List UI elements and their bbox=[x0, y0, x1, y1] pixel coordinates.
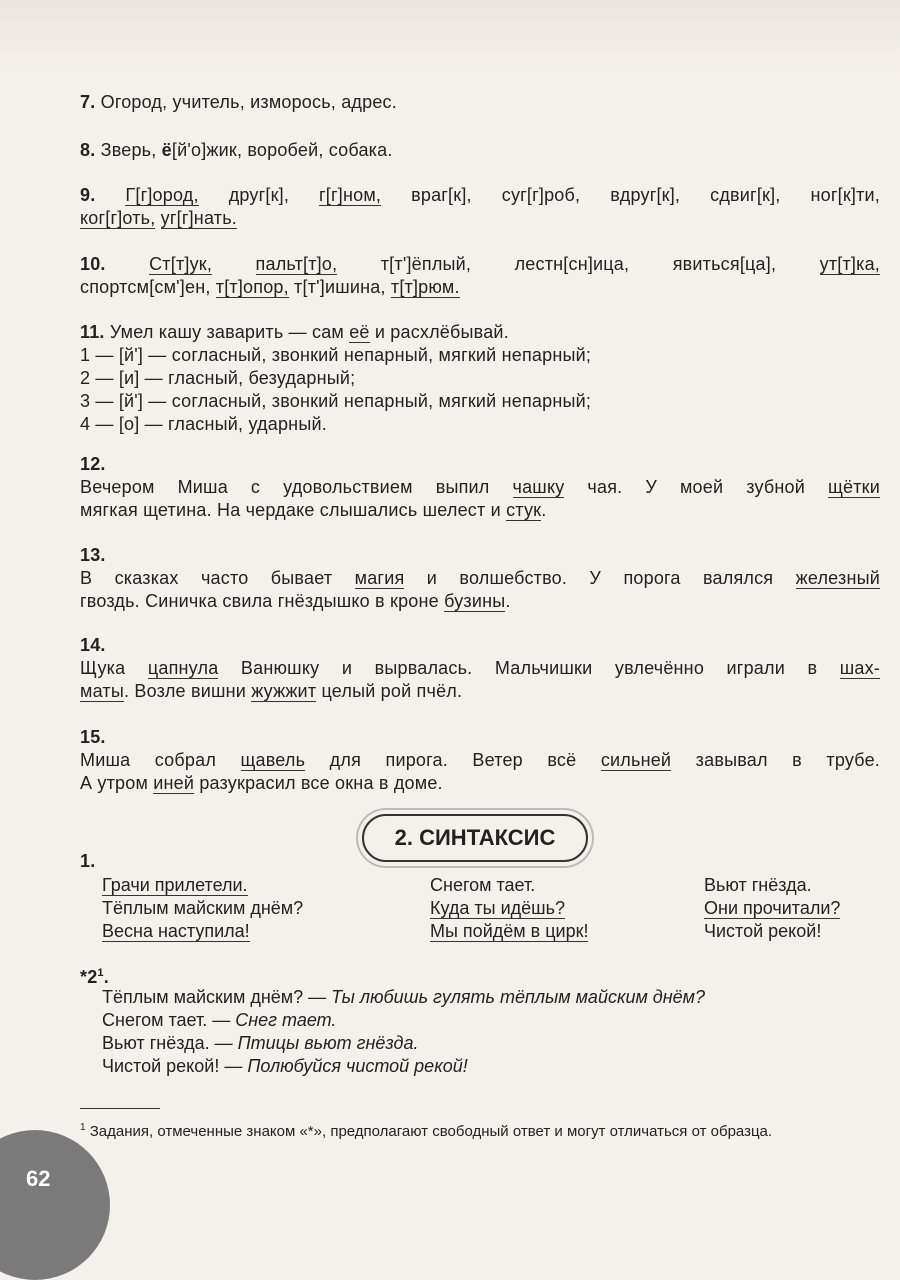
text: мягкая щетина. На чердаке слышались шелест и bbox=[80, 500, 507, 520]
text: . Возле вишни bbox=[123, 681, 252, 701]
text: чая. У моей зубной bbox=[564, 477, 828, 497]
word: ног[к]ти, bbox=[810, 185, 881, 205]
text: Щука bbox=[80, 658, 148, 678]
underlined-word: щавель bbox=[240, 750, 306, 770]
word: сдвиг[к], bbox=[710, 185, 781, 205]
exercise-number: 9. bbox=[80, 185, 96, 205]
exercise-11 bbox=[80, 321, 880, 436]
syntax-column-2 bbox=[430, 874, 588, 943]
sound-row: 1 — [й'] — согласный, звонкий непарный, мягкий непарный; bbox=[80, 345, 592, 365]
sentence: Куда ты идёшь? bbox=[430, 898, 565, 918]
footnote bbox=[80, 1118, 875, 1142]
exercise-line bbox=[80, 749, 880, 772]
word: ког[г]оть, bbox=[80, 208, 156, 228]
exercise-10-line2 bbox=[80, 276, 880, 299]
exercise-9-line1 bbox=[80, 184, 880, 207]
exercise-12 bbox=[80, 453, 880, 522]
exercise-line bbox=[80, 680, 880, 703]
phrase: Чистой рекой! bbox=[704, 921, 822, 941]
answer-row bbox=[102, 1032, 705, 1055]
text: Вечером Миша с удовольствием выпил bbox=[80, 477, 513, 497]
underlined-word: щётки bbox=[828, 477, 880, 497]
text: для пирога. Ветер всё bbox=[305, 750, 601, 770]
highlighted-letter: ё bbox=[161, 140, 172, 160]
page-number-badge bbox=[0, 1130, 110, 1280]
underlined-word: шах- bbox=[839, 658, 880, 678]
exercise-14 bbox=[80, 634, 880, 703]
word: Ст[т]ук, bbox=[149, 254, 213, 274]
word: т[т']ишина, bbox=[294, 277, 386, 297]
sound-row: 3 — [й'] — согласный, звонкий непарный, мягкий непарный; bbox=[80, 391, 592, 411]
exercise-number: 1. bbox=[80, 851, 96, 871]
sound-row: 4 — [о] — гласный, ударный. bbox=[80, 414, 327, 434]
exercise-number: 12. bbox=[80, 454, 106, 474]
underlined-word: чашку bbox=[512, 477, 565, 497]
word: друг[к], bbox=[228, 185, 290, 205]
word: уг[г]нать. bbox=[160, 208, 237, 228]
footnote-ref: 1 bbox=[97, 967, 104, 979]
analyzed-word: её bbox=[349, 322, 370, 342]
footnote-text: Задания, отмеченные знаком «*», предполагают свободный ответ и могут отличаться от образца. bbox=[85, 1123, 773, 1140]
text: А утром bbox=[80, 773, 154, 793]
text: В сказках часто бывает bbox=[80, 568, 355, 588]
syntax-column-3 bbox=[704, 874, 840, 943]
text: Ванюшку и вырвалась. Мальчишки увлечённо играли в bbox=[218, 658, 840, 678]
word: ут[т]ка, bbox=[819, 254, 880, 274]
text: Миша собрал bbox=[80, 750, 241, 770]
exercise-number-dot: . bbox=[103, 967, 109, 987]
exercise-8 bbox=[80, 139, 880, 162]
footnote-divider bbox=[80, 1108, 160, 1109]
exercise-line bbox=[80, 772, 880, 795]
syntax-exercise-2 bbox=[102, 986, 705, 1078]
text: разукрасил все окна в доме. bbox=[194, 773, 443, 793]
footnote-mark: 1 bbox=[80, 1122, 86, 1133]
underlined-word: сильней bbox=[600, 750, 672, 770]
sound-row: 2 — [и] — гласный, безударный; bbox=[80, 368, 356, 388]
page-number: 62 bbox=[26, 1166, 51, 1191]
exercise-15 bbox=[80, 726, 880, 795]
sentence: Весна наступила! bbox=[102, 921, 250, 941]
syntax-exercise-2-number bbox=[80, 962, 880, 989]
exercise-number: 11. bbox=[80, 322, 105, 342]
exercise-number: 10. bbox=[80, 254, 106, 274]
word: т[т]рюм. bbox=[390, 277, 460, 297]
underlined-word: жужжит bbox=[251, 681, 317, 701]
syntax-column-1 bbox=[102, 874, 303, 943]
exercise-line bbox=[80, 657, 880, 680]
exercise-line bbox=[80, 590, 880, 613]
word: т[т]опор, bbox=[215, 277, 289, 297]
word: суг[г]роб, bbox=[501, 185, 581, 205]
exercise-number: 14. bbox=[80, 635, 106, 655]
word: Г[г]ород, bbox=[125, 185, 199, 205]
phrase: Снегом тает. bbox=[430, 875, 536, 895]
word: г[г]ном, bbox=[319, 185, 382, 205]
exercise-13 bbox=[80, 544, 880, 613]
answer: Птицы вьют гнёзда. bbox=[237, 1033, 419, 1053]
answer-row bbox=[102, 1009, 705, 1032]
phrase: Вьют гнёзда. bbox=[704, 875, 812, 895]
underlined-word: маты bbox=[80, 681, 124, 701]
text: и волшебство. У порога валялся bbox=[404, 568, 796, 588]
underlined-word: цапнула bbox=[147, 658, 219, 678]
word: пальт[т]о, bbox=[255, 254, 338, 274]
word: вдруг[к], bbox=[610, 185, 681, 205]
phrase: Снегом тает. — bbox=[102, 1010, 236, 1030]
answer: Полюбуйся чистой рекой! bbox=[247, 1056, 468, 1076]
exercise-number: *2 bbox=[80, 967, 98, 987]
exercise-line bbox=[80, 567, 880, 590]
exercise-text: Огород, учитель, изморось, адрес. bbox=[100, 92, 397, 112]
syntax-exercise-1-number bbox=[80, 850, 880, 873]
word: спортсм[см']ен, bbox=[80, 277, 211, 297]
sentence: Мы пойдём в цирк! bbox=[430, 921, 589, 941]
underlined-word: железный bbox=[795, 568, 880, 588]
section-title: 2. СИНТАКСИС bbox=[362, 814, 588, 862]
phrase: Тёплым майским днём? bbox=[102, 898, 304, 918]
answer: Ты любишь гулять тёплым майским днём? bbox=[331, 987, 706, 1007]
text: . bbox=[505, 591, 511, 611]
answer-row bbox=[102, 1055, 705, 1078]
sentence: Они прочитали? bbox=[704, 898, 841, 918]
sentence-text: и расхлёбывай. bbox=[369, 322, 509, 342]
exercise-text: Зверь, bbox=[100, 140, 162, 160]
underlined-word: иней bbox=[153, 773, 195, 793]
text: . bbox=[541, 500, 547, 520]
exercise-text: [й'о]жик, воробей, собака. bbox=[171, 140, 393, 160]
word: враг[к], bbox=[411, 185, 472, 205]
answer-row bbox=[102, 986, 705, 1009]
exercise-number: 8. bbox=[80, 140, 96, 160]
word: лестн[сн]ица, bbox=[514, 254, 630, 274]
word: явиться[ца], bbox=[672, 254, 777, 274]
exercise-11-sentence bbox=[80, 321, 880, 344]
underlined-word: стук bbox=[506, 500, 542, 520]
underlined-word: бузины bbox=[444, 591, 506, 611]
exercise-number: 7. bbox=[80, 92, 96, 112]
sentence: Грачи прилетели. bbox=[102, 875, 248, 895]
exercise-7 bbox=[80, 91, 880, 114]
exercise-line bbox=[80, 476, 880, 499]
text: завывал в трубе. bbox=[671, 750, 880, 770]
text: целый рой пчёл. bbox=[316, 681, 463, 701]
sentence-text: Умел кашу заварить — сам bbox=[109, 322, 350, 342]
underlined-word: магия bbox=[354, 568, 405, 588]
text: гвоздь. Синичка свила гнёздышко в кроне bbox=[80, 591, 445, 611]
word: т[т']ёплый, bbox=[380, 254, 472, 274]
exercise-9-line2 bbox=[80, 207, 880, 230]
page-top-shadow bbox=[0, 0, 900, 70]
exercise-10-line1 bbox=[80, 253, 880, 276]
phrase: Тёплым майским днём? — bbox=[102, 987, 332, 1007]
answer: Снег тает. bbox=[235, 1010, 337, 1030]
exercise-number: 15. bbox=[80, 727, 106, 747]
exercise-line bbox=[80, 499, 880, 522]
phrase: Вьют гнёзда. — bbox=[102, 1033, 238, 1053]
exercise-number: 13. bbox=[80, 545, 106, 565]
phrase: Чистой рекой! — bbox=[102, 1056, 248, 1076]
